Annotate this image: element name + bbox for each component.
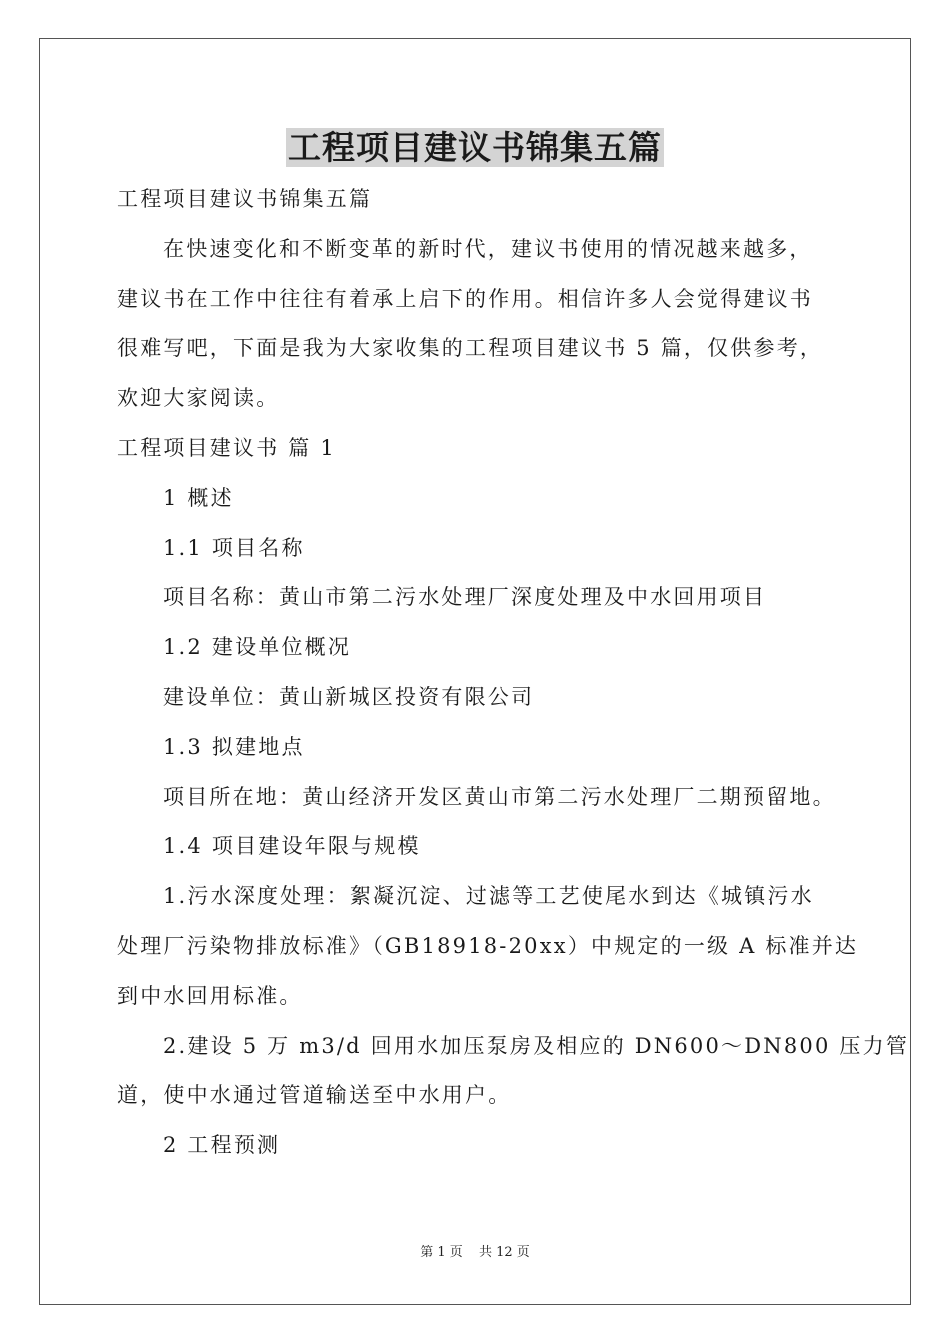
text-line: 到中水回用标准。 (117, 983, 303, 1008)
text-line: 工程项目建议书 篇 1 (117, 435, 336, 460)
text-line: 道，使中水通过管道输送至中水用户。 (117, 1083, 512, 1108)
document-title-text: 工程项目建议书锦集五篇 (288, 128, 662, 167)
document-title (0, 124, 950, 172)
text-line: 建设单位：黄山新城区投资有限公司 (163, 684, 535, 709)
text-line: 2.建设 5 万 m3/d 回用水加压泵房及相应的 DN600～DN800 压力管 (163, 1033, 910, 1058)
text-line: 1 概述 (163, 485, 234, 510)
page-footer (0, 1243, 950, 1263)
text-line: 很难写吧，下面是我为大家收集的工程项目建议书 5 篇，仅供参考， (117, 336, 824, 361)
text-line: 1.4 项目建设年限与规模 (163, 834, 421, 859)
page-number: 第 1 页 (420, 1245, 463, 1260)
text-line: 1.污水深度处理：絮凝沉淀、过滤等工艺使尾水到达《城镇污水 (163, 884, 814, 909)
text-line: 2 工程预测 (163, 1133, 281, 1158)
page-total: 共 12 页 (478, 1245, 530, 1260)
document-body (117, 175, 910, 1171)
text-line: 处理厂污染物排放标准》（GB18918-20xx）中规定的一级 A 标准并达 (117, 933, 859, 958)
text-line: 在快速变化和不断变革的新时代，建议书使用的情况越来越多， (163, 236, 813, 261)
text-line: 1.3 拟建地点 (163, 734, 305, 759)
text-line: 建议书在工作中往往有着承上启下的作用。相信许多人会觉得建议书 (117, 286, 813, 311)
text-line: 1.1 项目名称 (163, 535, 305, 560)
text-line: 1.2 建设单位概况 (163, 635, 352, 660)
text-line: 项目名称：黄山市第二污水处理厂深度处理及中水回用项目 (163, 585, 767, 610)
text-line: 工程项目建议书锦集五篇 (117, 187, 373, 211)
text-line: 欢迎大家阅读。 (117, 386, 280, 411)
text-line: 项目所在地：黄山经济开发区黄山市第二污水处理厂二期预留地。 (163, 784, 836, 809)
